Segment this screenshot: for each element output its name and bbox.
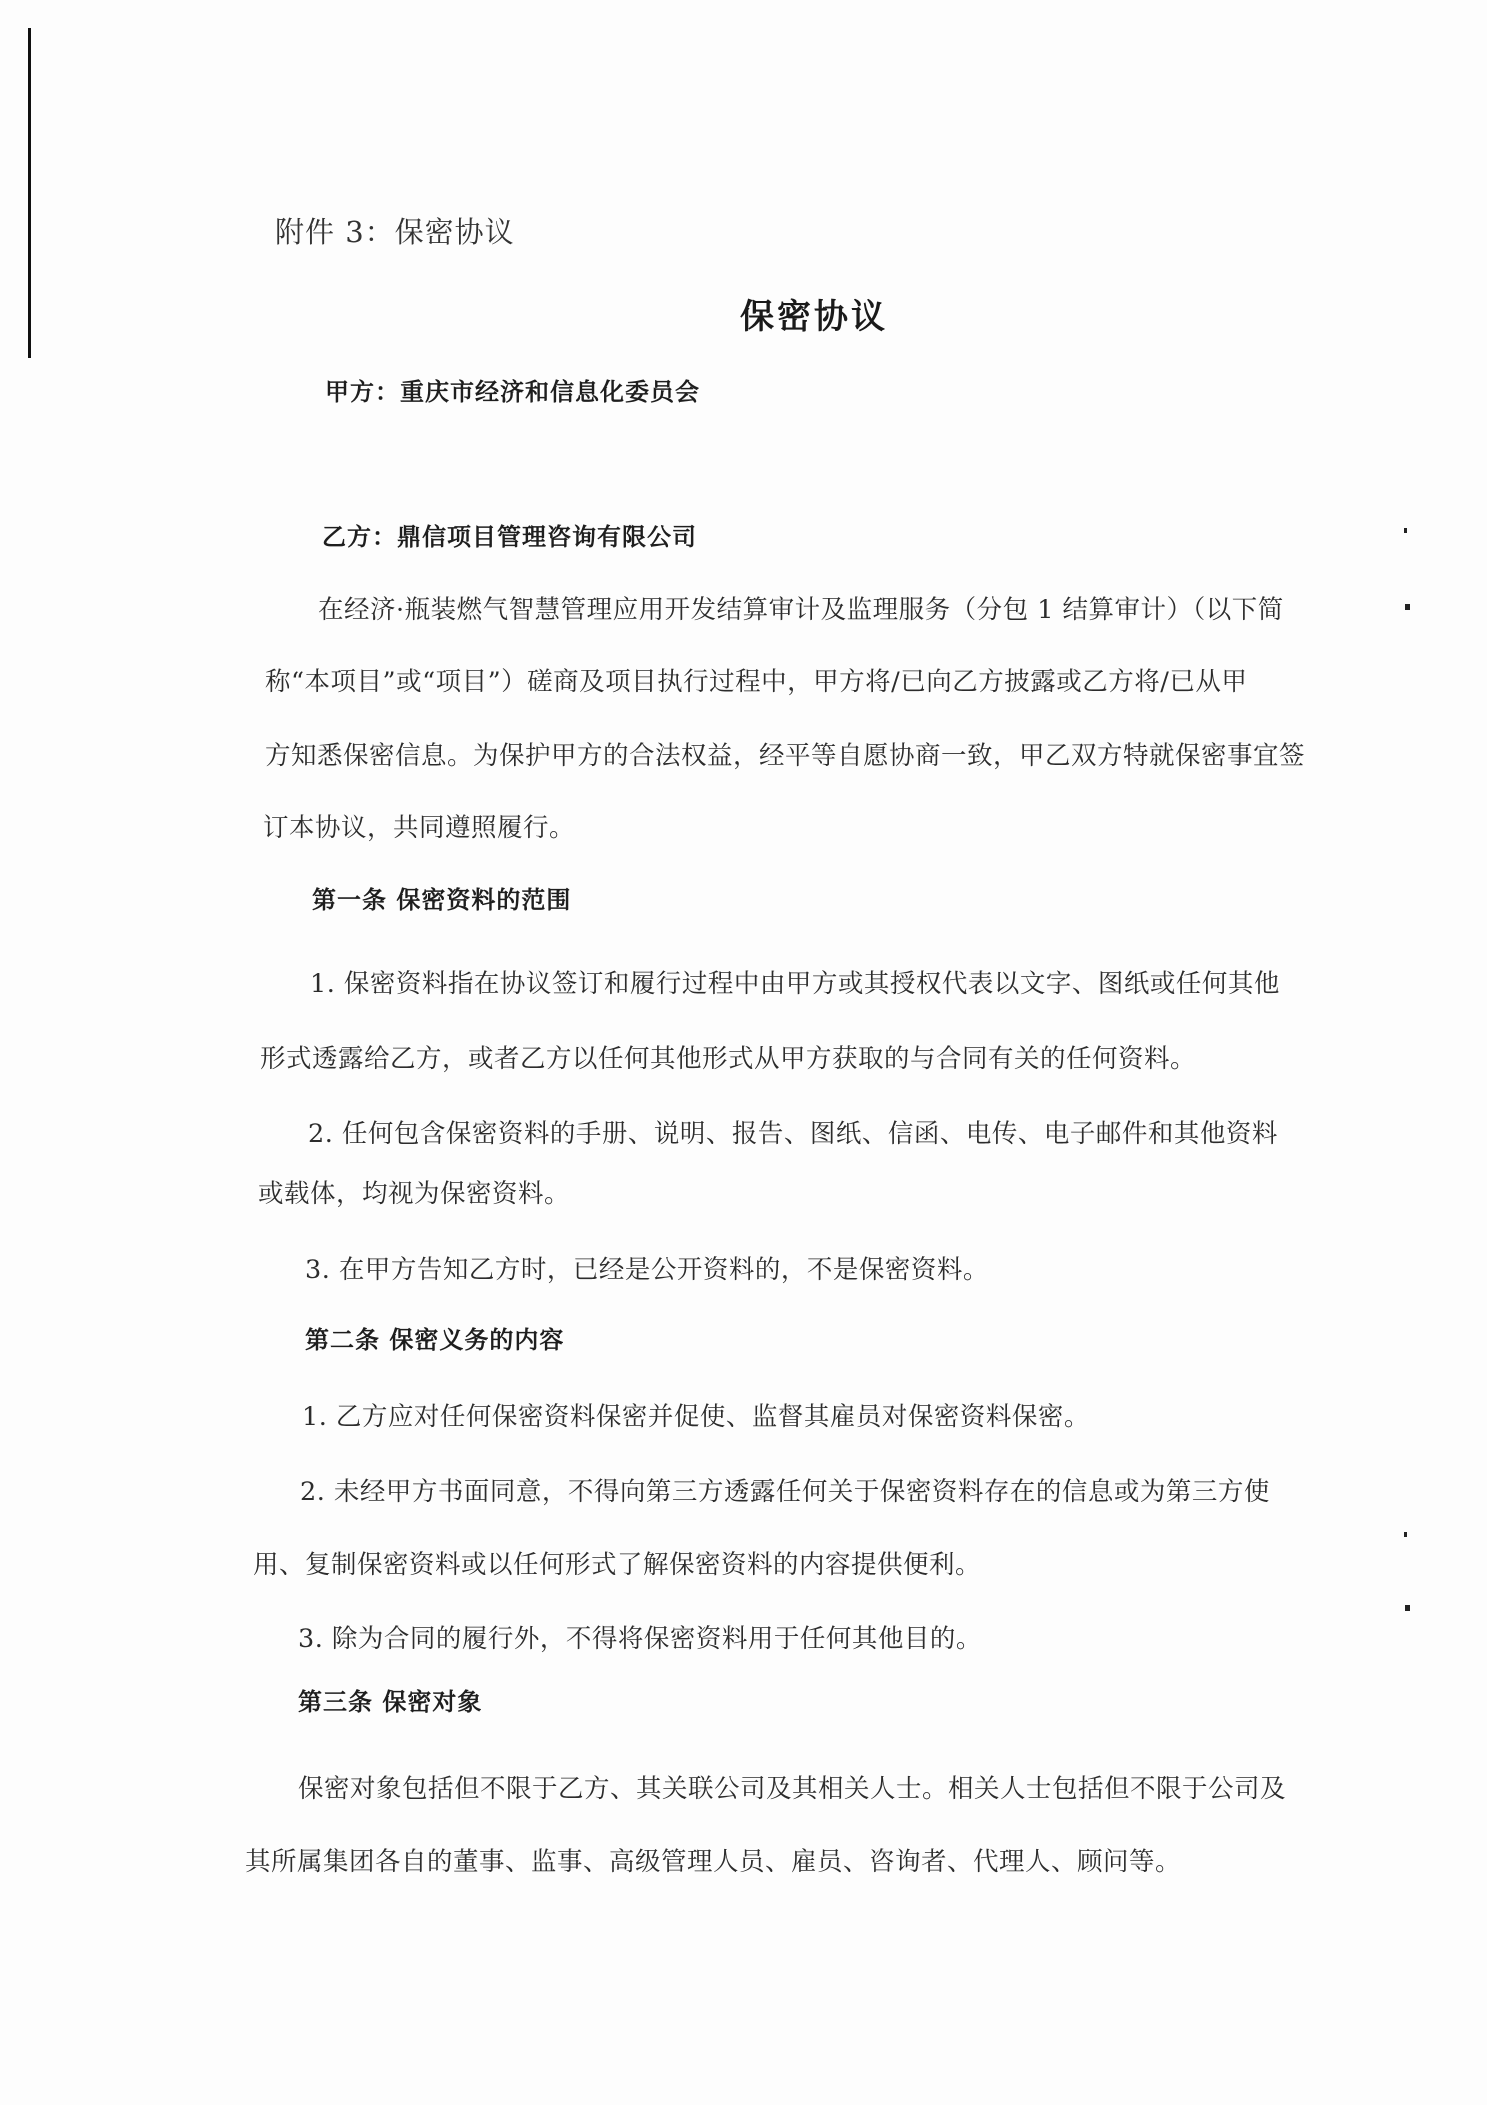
article3-line-1: 保密对象包括但不限于乙方、其关联公司及其相关人士。相关人士包括但不限于公司及 — [298, 1774, 1287, 1804]
article2-line-3: 用、复制保密资料或以任何形式了解保密资料的内容提供便利。 — [253, 1550, 982, 1580]
article2-line-4: 3. 除为合同的履行外，不得将保密资料用于任何其他目的。 — [298, 1624, 982, 1654]
party-b: 乙方：鼎信项目管理咨询有限公司 — [322, 523, 697, 551]
intro-line-4: 订本协议，共同遵照履行。 — [263, 813, 576, 843]
article3-line-2: 其所属集团各自的董事、监事、高级管理人员、雇员、咨询者、代理人、顾问等。 — [245, 1847, 1182, 1877]
scan-edge-line — [28, 28, 31, 358]
article2-heading: 第二条 保密义务的内容 — [305, 1326, 565, 1354]
intro-line-2: 称“本项目”或“项目”）磋商及项目执行过程中，甲方将/已向乙方披露或乙方将/已从甲 — [265, 667, 1248, 697]
article2-line-1: 1. 乙方应对任何保密资料保密并促使、监督其雇员对保密资料保密。 — [302, 1402, 1090, 1432]
article2-line-2: 2. 未经甲方书面同意，不得向第三方透露任何关于保密资料存在的信息或为第三方使 — [300, 1477, 1270, 1507]
party-a: 甲方：重庆市经济和信息化委员会 — [325, 378, 700, 406]
intro-line-1: 在经济·瓶装燃气智慧管理应用开发结算审计及监理服务（分包 1 结算审计）（以下简 — [318, 595, 1284, 625]
scan-speck — [1405, 604, 1410, 610]
article1-line-4: 或载体，均视为保密资料。 — [258, 1179, 571, 1209]
annex-label: 附件 3：保密协议 — [275, 215, 515, 249]
article1-line-1: 1. 保密资料指在协议签订和履行过程中由甲方或其授权代表以文字、图纸或任何其他 — [310, 969, 1280, 999]
article1-heading: 第一条 保密资料的范围 — [312, 886, 572, 914]
article1-line-5: 3. 在甲方告知乙方时，已经是公开资料的，不是保密资料。 — [305, 1255, 989, 1285]
scan-speck — [1404, 1532, 1407, 1537]
intro-line-3: 方知悉保密信息。为保护甲方的合法权益，经平等自愿协商一致，甲乙双方特就保密事宜签 — [265, 741, 1306, 771]
article1-line-3: 2. 任何包含保密资料的手册、说明、报告、图纸、信函、电传、电子邮件和其他资料 — [308, 1119, 1278, 1149]
scan-speck — [1404, 528, 1407, 533]
document-title: 保密协议 — [740, 297, 888, 337]
article3-heading: 第三条 保密对象 — [298, 1688, 483, 1716]
scan-speck — [1405, 1605, 1410, 1611]
article1-line-2: 形式透露给乙方，或者乙方以任何其他形式从甲方获取的与合同有关的任何资料。 — [260, 1044, 1197, 1074]
